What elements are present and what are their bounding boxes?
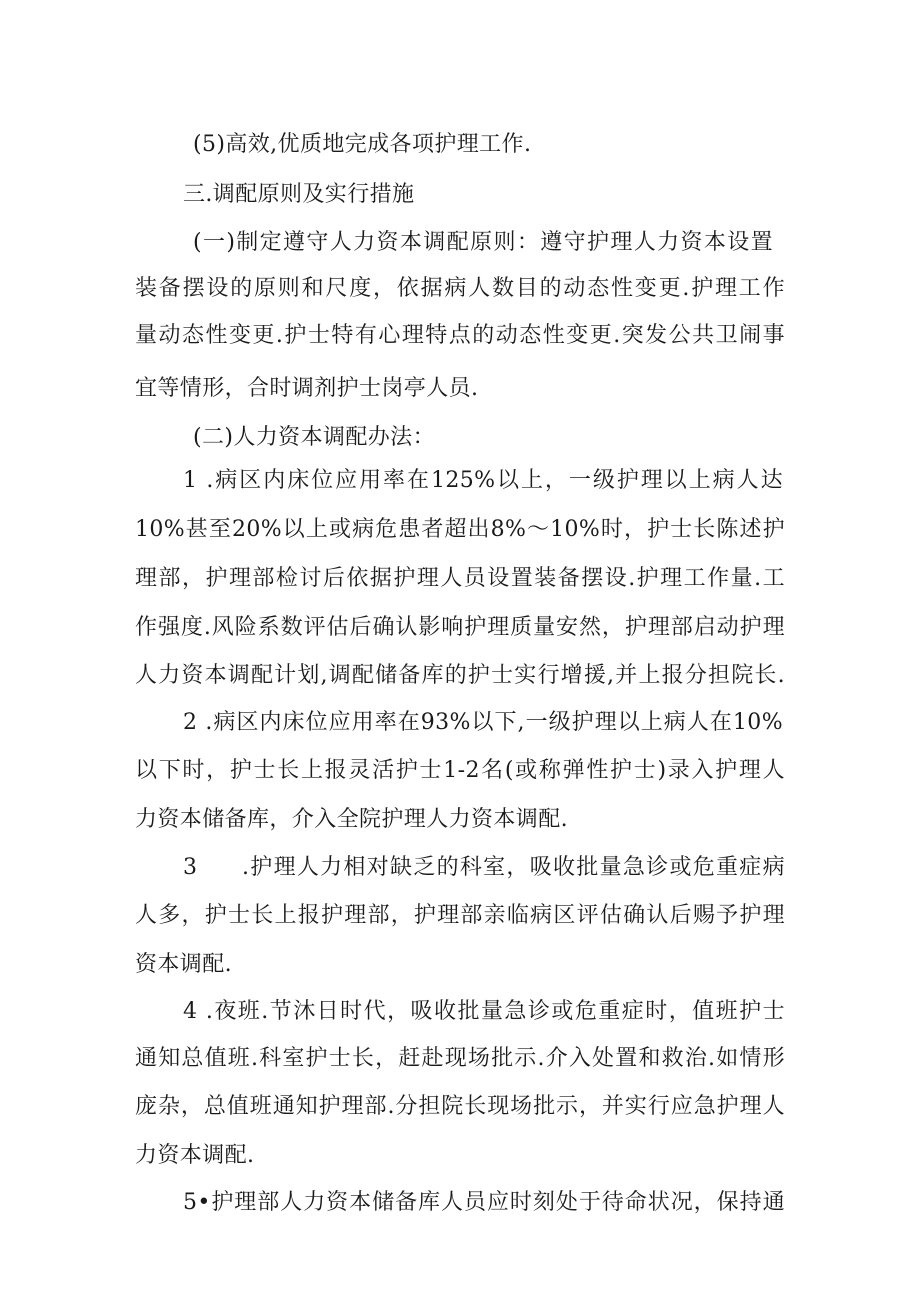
paragraph-line-23: 5•护理部人力资本储备库人员应时刻处于待命状况，保持通 [183, 1190, 785, 1215]
paragraph-line-11: 作强度.风险系数评估后确认影响护理质量安然，护理部启动护理 [135, 615, 785, 640]
paragraph-line-5: 量动态性变更.护士特有心理特点的动态性变更.突发公共卫闹事 [135, 323, 785, 348]
paragraph-number-3: 3 [183, 855, 198, 880]
paragraph-line-12: 人力资本调配计划,调配储备库的护士实行增援,并上报分担院长. [135, 663, 785, 688]
paragraph-line-18: 资本调配. [135, 952, 232, 977]
paragraph-line-4: 装备摆设的原则和尺度，依据病人数目的动态性变更.护理工作 [135, 276, 785, 301]
paragraph-line-14: 以下时，护士长上报灵活护士1-2名(或称弹性护士)录入护理人 [135, 758, 785, 783]
paragraph-line-17: 人多，护士长上报护理部，护理部亲临病区评估确认后赐予护理 [135, 903, 785, 928]
paragraph-line-22: 力资本调配. [135, 1143, 255, 1168]
paragraph-line-16: .护理人力相对缺乏的科室，吸收批量急诊或危重症病 [242, 855, 785, 880]
paragraph-line-13: 2 .病区内床位应用率在93%以下,一级护理以上病人在10% [183, 710, 783, 735]
paragraph-line-3: (一)制定遵守人力资本调配原则：遵守护理人力资本设置 [193, 230, 773, 255]
paragraph-line-10: 理部，护理部检讨后依据护理人员设置装备摆设.护理工作量.工 [135, 566, 785, 591]
paragraph-line-6: 宜等情形，合时调剂护士岗亭人员. [135, 376, 479, 401]
paragraph-line-1: (5)高效,优质地完成各项护理工作. [193, 132, 532, 157]
section-heading-2: (二)人力资本调配办法： [193, 425, 435, 450]
paragraph-line-15: 力资本储备库，介入全院护理人力资本调配. [135, 807, 568, 832]
paragraph-line-20: 通知总值班.科室护士长，赶赴现场批示.介入处置和救治.如情形 [135, 1046, 785, 1071]
paragraph-line-21: 庞杂，总值班通知护理部.分担院长现场批示，并实行应急护理人 [135, 1094, 785, 1119]
section-heading-3: 三.调配原则及实行措施 [183, 182, 415, 207]
paragraph-line-8: 1 .病区内床位应用率在125%以上，一级护理以上病人达 [183, 468, 783, 493]
paragraph-line-9: 10%甚至20%以上或病危患者超出8%～10%时，护士长陈述护 [135, 517, 785, 542]
paragraph-line-19: 4 .夜班.节沐日时代，吸收批量急诊或危重症时，值班护士 [183, 999, 785, 1024]
